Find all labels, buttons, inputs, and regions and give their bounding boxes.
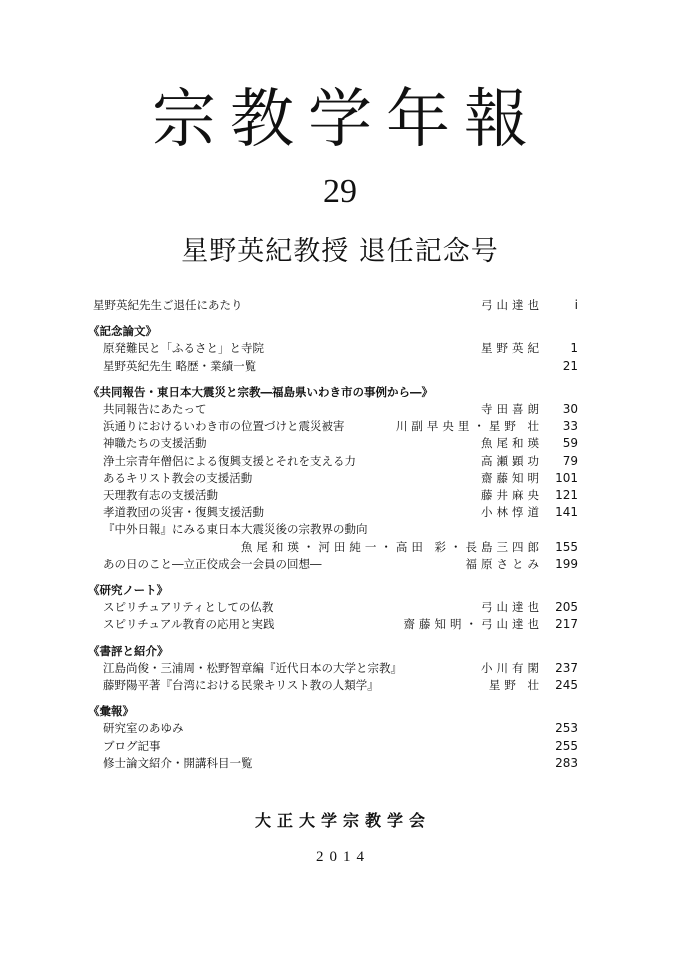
toc-entry-page: 217: [555, 617, 578, 632]
toc-entry: [103, 340, 578, 356]
toc-entry-title: 星野英紀先生ご退任にあたり: [93, 298, 243, 312]
toc-entry-author: 弓山達也: [481, 600, 543, 615]
toc-entry-title: あるキリスト教会の支援活動: [103, 470, 253, 485]
toc-entry: [103, 470, 578, 486]
toc-entry-page: 59: [562, 436, 578, 451]
toc-entry-page: 199: [555, 556, 578, 571]
toc-entry-title: スピリチュアリティとしての仏教: [103, 600, 274, 615]
toc-entry: [103, 487, 578, 503]
toc-entry-title: 原発難民と「ふるさと」と寺院: [103, 341, 264, 356]
toc-entry-page: 33: [562, 419, 578, 434]
toc-entry: [103, 358, 578, 374]
toc-entry-title: 浄土宗青年僧侶による復興支援とそれを支える力: [103, 453, 356, 468]
publisher: 大正大学宗教学会: [254, 811, 431, 830]
toc-entry-title: 神職たちの支援活動: [103, 436, 207, 451]
toc-entry: [103, 504, 578, 520]
toc-entry-author: 星野 壮: [488, 678, 543, 692]
toc-entry: [103, 539, 578, 555]
toc-entry-page: 30: [562, 402, 578, 416]
toc-entry-author: 高瀬顕功: [481, 453, 543, 468]
toc-entry-author: 星野英紀: [481, 341, 543, 356]
toc-entry-page: 21: [562, 358, 578, 373]
toc-intro-entry: [93, 297, 578, 313]
volume-number: 29: [323, 173, 357, 210]
toc-entry-title: 研究室のあゆみ: [103, 721, 184, 736]
toc-entry-author: 福原さとみ: [465, 556, 543, 571]
toc-entry-title: 藤野陽平著『台湾における民衆キリスト教の人類学』: [103, 678, 379, 692]
toc-entry-title: 孝道教団の災害・復興支援活動: [103, 505, 264, 520]
toc-entry: [103, 435, 578, 451]
publication-year: 2014: [316, 849, 370, 865]
toc-entry-title: スピリチュアル教育の応用と実践: [103, 617, 275, 632]
toc-entry-page: 237: [555, 660, 578, 675]
toc-entry: [103, 556, 578, 572]
toc-entry-author: 寺田喜朗: [481, 402, 543, 416]
toc-entry: [103, 521, 578, 537]
toc-entry: [103, 660, 578, 676]
toc-entry-title: 共同報告にあたって: [103, 402, 207, 416]
toc-section-heading: 《共同報告・東日本大震災と宗教―福島県いわき市の事例から―》: [88, 384, 433, 399]
toc-entry: [103, 453, 578, 469]
toc-entry-page: 79: [562, 453, 578, 468]
toc-entry-page: 253: [555, 721, 578, 736]
toc-entry-author: 藤井麻央: [481, 488, 543, 502]
toc-entry-title: 浜通りにおけるいわき市の位置づけと震災被害: [103, 419, 345, 434]
toc-entry: [103, 401, 578, 417]
toc-entry-page: 283: [555, 755, 578, 770]
toc-entry-title: 『中外日報』にみる東日本大震災後の宗教界の動向: [103, 522, 368, 537]
toc-entry-author: 魚尾和瑛・河田純一・高田 彩・長島三四郎: [240, 539, 543, 554]
toc-entry-page: i: [574, 298, 578, 312]
toc-section-heading: 《記念論文》: [88, 324, 157, 339]
toc-entry-author: 弓山達也: [481, 298, 543, 312]
toc-entry-page: 155: [555, 539, 578, 554]
toc-entry-page: 255: [555, 738, 578, 753]
toc-entry-author: 魚尾和瑛: [481, 436, 543, 451]
toc-entry-title: あの日のこと―立正佼成会一会員の回想―: [103, 556, 322, 571]
issue-subtitle: 星野英紀教授 退任記念号: [181, 236, 499, 267]
toc-entry-page: 121: [555, 488, 578, 502]
toc-entry: [103, 599, 578, 615]
toc-entry: [103, 720, 578, 736]
toc-entry-author: 小川有閑: [481, 660, 543, 675]
toc-entry: [103, 616, 578, 632]
toc-entry: [103, 418, 578, 434]
toc-entry-title: ブログ記事: [103, 738, 161, 753]
toc-entry-page: 141: [555, 505, 578, 520]
journal-title: 宗教学年報: [152, 83, 542, 157]
toc-entry-author: 川副早央里・星野 壮: [395, 419, 543, 434]
toc-entry-page: 245: [555, 678, 578, 692]
toc-section-heading: 《研究ノート》: [88, 583, 169, 597]
toc-entry-title: 星野英紀先生 略歴・業績一覧: [103, 358, 257, 373]
toc-entry: [103, 755, 578, 771]
toc-entry: [103, 677, 578, 693]
toc-entry: [103, 738, 578, 754]
toc-entry-page: 1: [570, 341, 578, 356]
toc-section-heading: 《書評と紹介》: [88, 643, 169, 658]
toc-entry-title: 天理教有志の支援活動: [103, 488, 218, 502]
toc-entry-author: 小林惇道: [481, 505, 543, 520]
toc-entry-author: 齋藤知明: [481, 470, 543, 485]
toc-entry-page: 205: [555, 600, 578, 615]
toc-entry-title: 江島尚俊・三浦周・松野智章編『近代日本の大学と宗教』: [103, 660, 402, 675]
toc-entry-title: 修士論文紹介・開講科目一覧: [103, 755, 253, 770]
toc-entry-author: 齋藤知明・弓山達也: [403, 617, 543, 632]
toc-entry-page: 101: [555, 470, 578, 485]
toc-section-heading: 《彙報》: [88, 704, 134, 719]
